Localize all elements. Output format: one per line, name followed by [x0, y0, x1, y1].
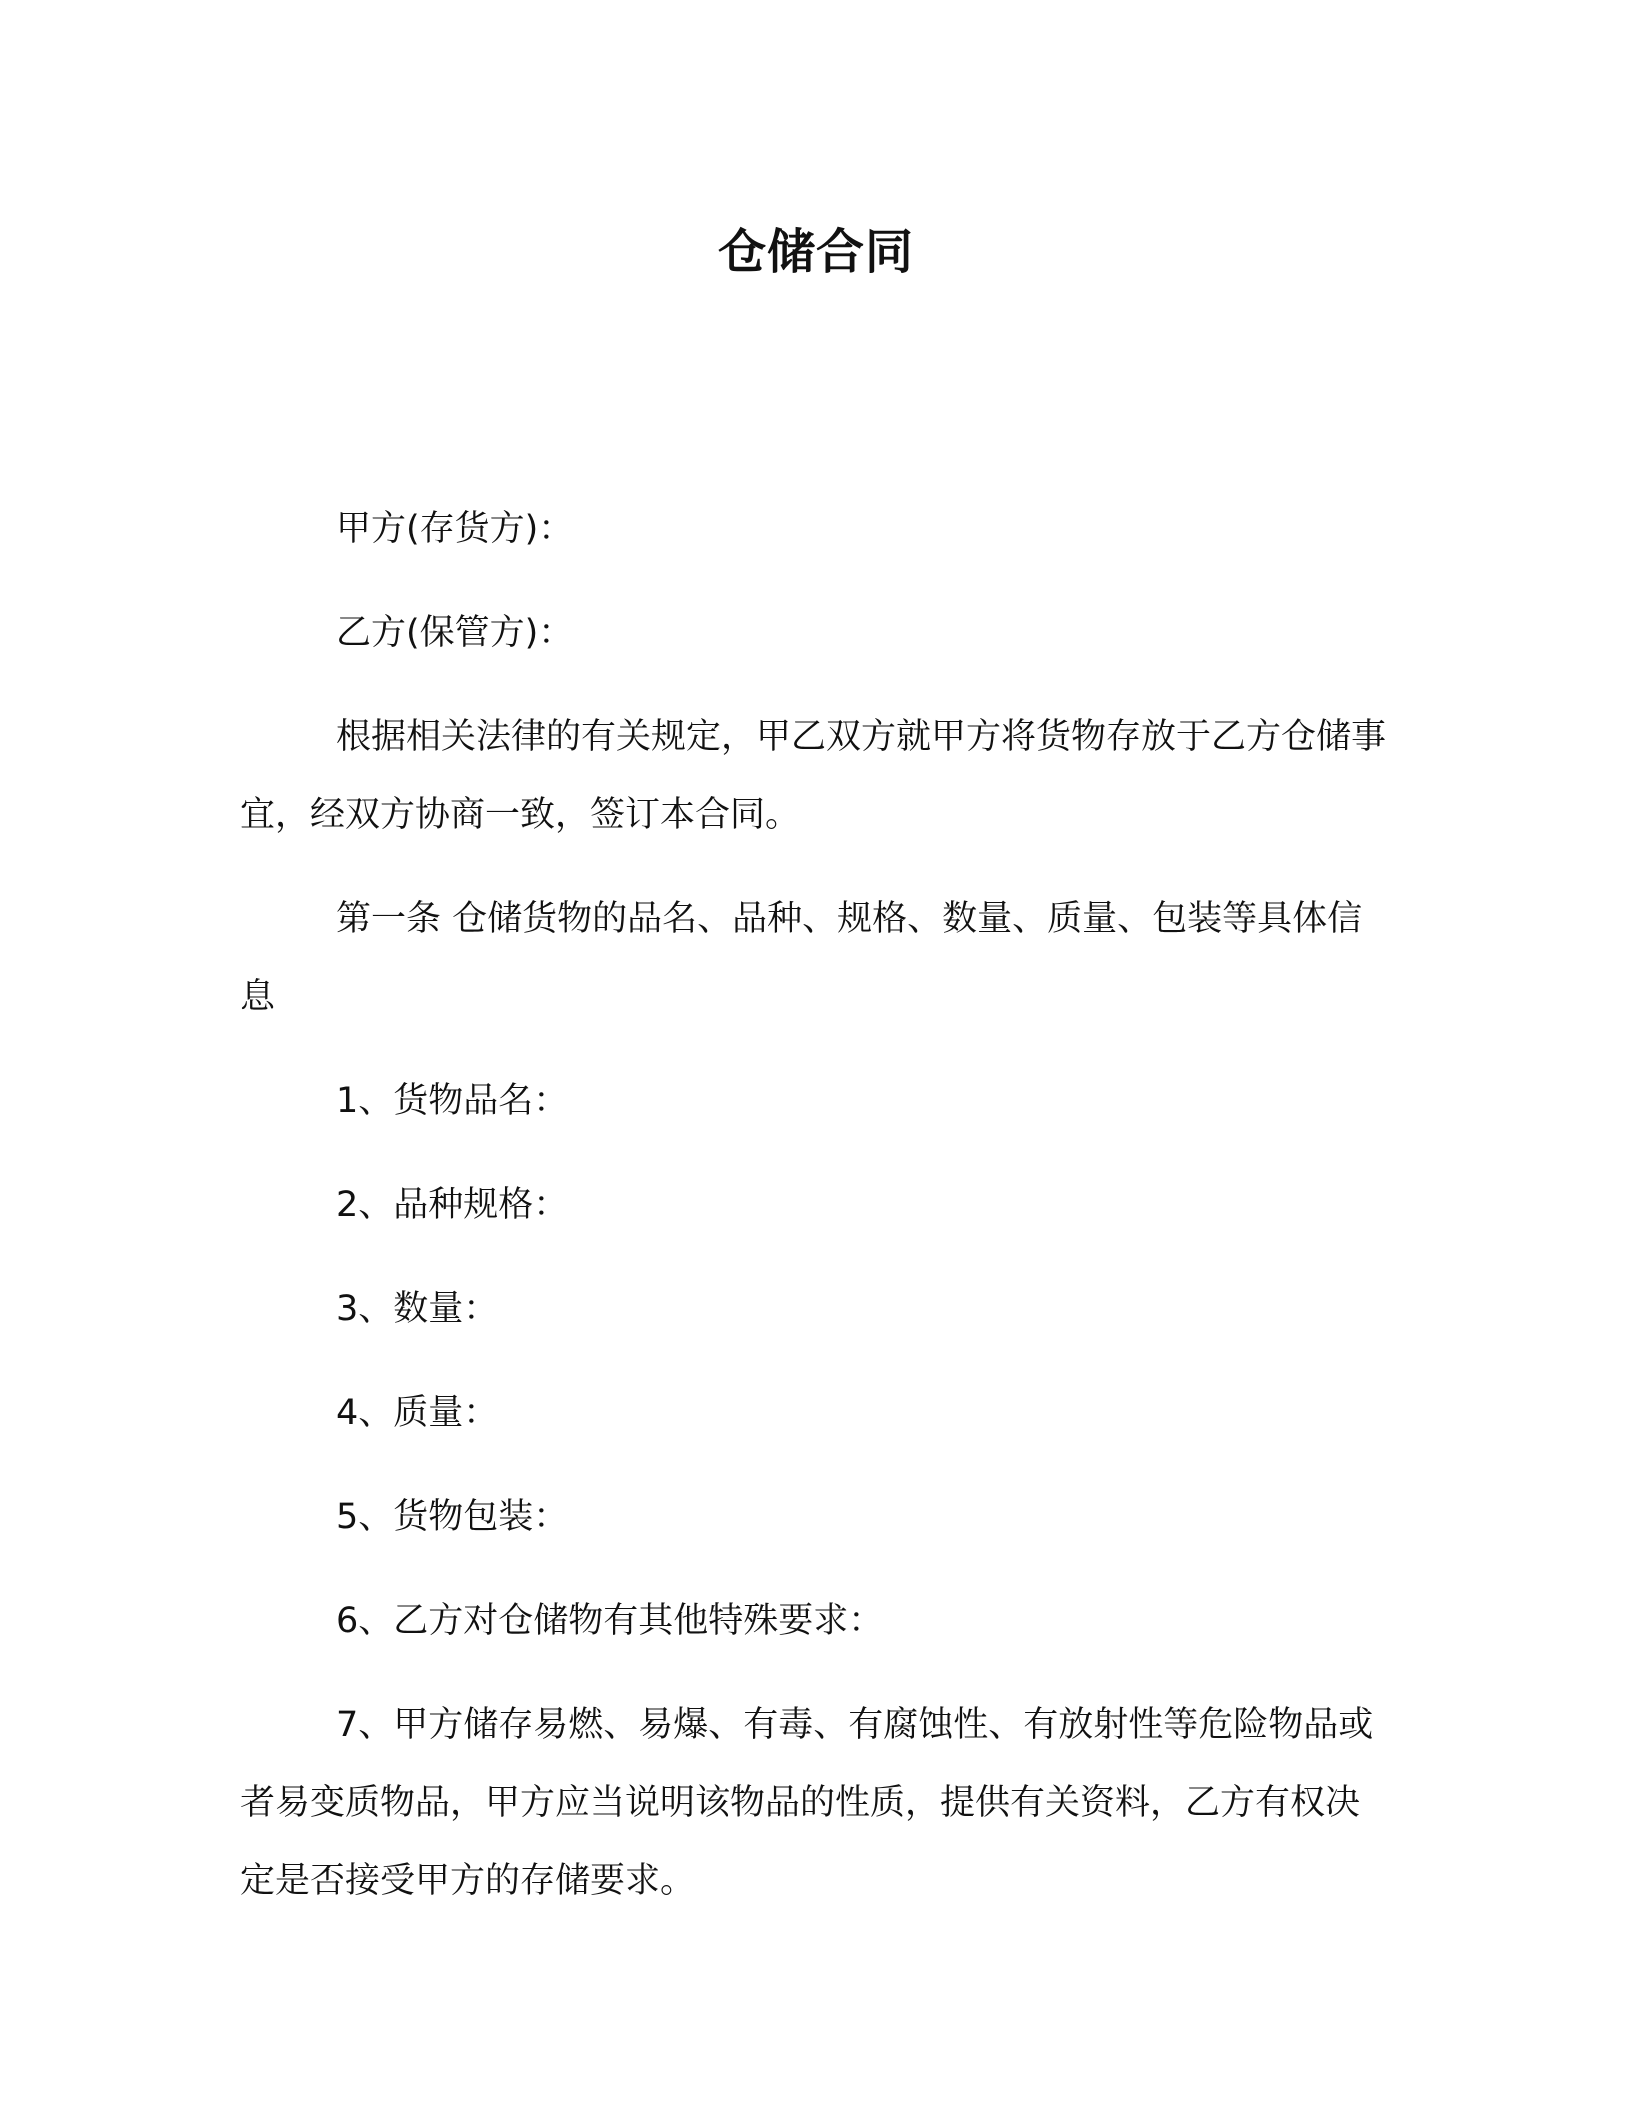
item-goods-name: 1、货物品名：: [336, 1081, 569, 1121]
party-b-line: 乙方(保管方)：: [336, 613, 574, 653]
article-one-heading: 第一条 仓储货物的品名、品种、规格、数量、质量、包装等具体信息: [240, 899, 1363, 1017]
item-specification: 2、品种规格：: [336, 1185, 569, 1225]
item-quantity: 3、数量：: [336, 1289, 499, 1329]
item-dangerous-goods: 7、甲方储存易燃、易爆、有毒、有腐蚀性、有放射性等危险物品或者易变质物品，甲方应当说明该物品的性质，提供有关资料，乙方有权决定是否接受甲方的存储要求。: [240, 1705, 1374, 1901]
document-body: [240, 490, 1390, 1946]
document-title: 仓储合同: [717, 224, 914, 280]
item-quality: 4、质量：: [336, 1393, 499, 1433]
party-a-line: 甲方(存货方)：: [336, 509, 574, 549]
item-packaging: 5、货物包装：: [336, 1497, 569, 1537]
item-special-requirements: 6、乙方对仓储物有其他特殊要求：: [336, 1601, 884, 1641]
preamble-paragraph: 根据相关法律的有关规定，甲乙双方就甲方将货物存放于乙方仓储事宜，经双方协商一致，签订本合同。: [240, 717, 1387, 835]
